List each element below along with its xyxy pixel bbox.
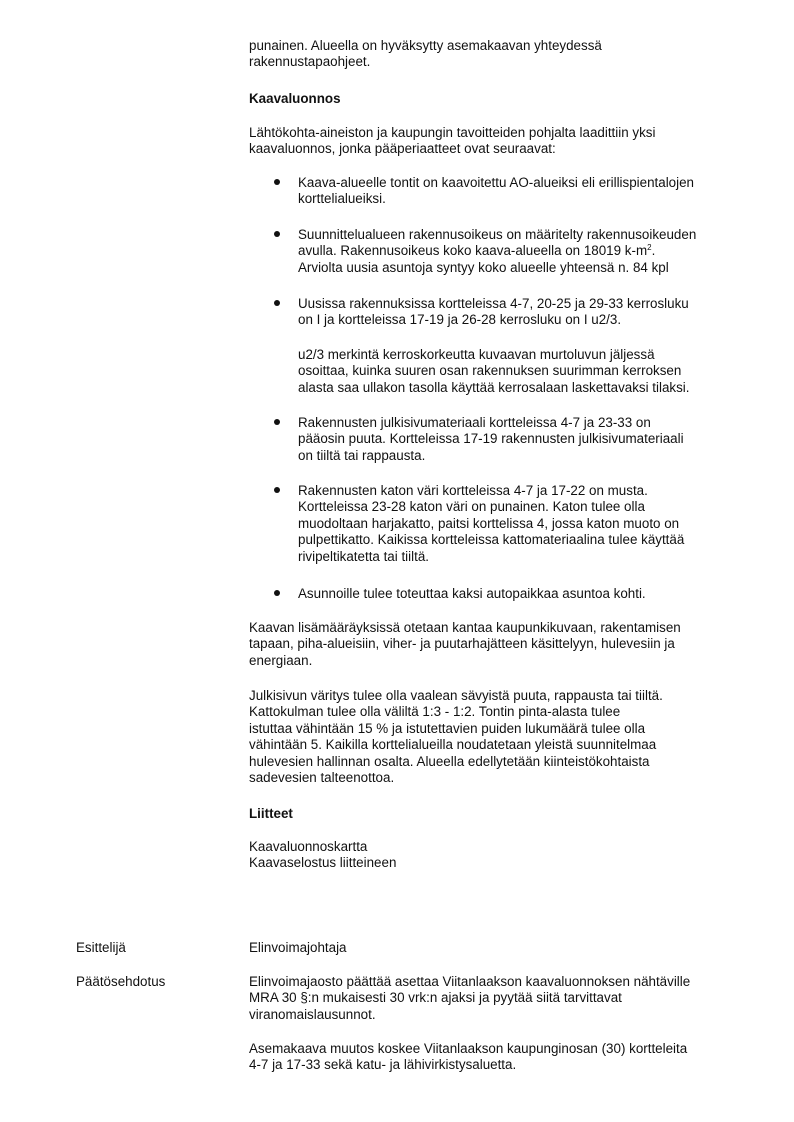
text-line <box>298 243 739 259</box>
bullet-item-5 <box>249 483 739 565</box>
bullet-item-3 <box>249 296 739 329</box>
text-line: sadevesien talteenottoa. <box>249 770 395 786</box>
text-span: . <box>651 243 656 259</box>
text-line: viranomaislausunnot. <box>249 1006 376 1022</box>
attachment-item: Kaavaselostus liitteineen <box>249 855 397 871</box>
text-line: Elinvoimajaosto päättää asettaa Viitanlaakson kaavaluonnoksen nähtäville <box>249 974 691 989</box>
text-line: Lähtökohta-aineiston ja kaupungin tavoitteiden pohjalta laadittiin yksi <box>249 125 656 140</box>
bullet-icon <box>274 590 280 596</box>
bullet-item-1 <box>249 175 739 208</box>
text-line: korttelialueiksi. <box>298 191 386 207</box>
text-line: kaavaluonnos, jonka pääperiaatteet ovat seuraavat: <box>249 141 556 157</box>
text-line: Kaava-alueelle tontit on kaavoitettu AO-alueiksi eli erillispientalojen <box>298 175 694 190</box>
text-line: Arviolta uusia asuntoja syntyy koko alueelle yhteensä n. 84 kpl <box>298 259 669 275</box>
text-line: Julkisivun väritys tulee olla vaalean sävyistä puuta, rappausta tai tiiltä. <box>249 688 663 703</box>
text-line: MRA 30 §:n mukaisesti 30 vrk:n ajaksi ja pyytää siitä tarvittavat <box>249 990 622 1006</box>
bullet-item-6 <box>249 586 739 602</box>
asemakaava-paragraph <box>249 1041 739 1074</box>
text-line: Suunnittelualueen rakennusoikeus on määritelty rakennusoikeuden <box>298 227 697 242</box>
esittelija-label: Esittelijä <box>76 940 126 955</box>
text-line: punainen. Alueella on hyväksytty asemakaavan yhteydessä <box>249 38 602 53</box>
liitteet-heading: Liitteet <box>249 806 293 821</box>
bullet-icon <box>274 419 280 425</box>
lisamaaraykset-paragraph <box>249 620 739 669</box>
text-line: Asemakaava muutos koskee Viitanlaakson kaupunginosan (30) kortteleita <box>249 1041 688 1056</box>
text-line: pulpettikatto. Kaikissa kortteleissa kattomateriaalina tulee käyttää <box>298 532 685 548</box>
text-line: Kattokulman tulee olla väliltä 1:3 - 1:2. Tontin pinta-alasta tulee <box>249 704 621 720</box>
text-line: Kaavan lisämääräyksissä otetaan kantaa kaupunkikuvaan, rakentamisen <box>249 620 681 635</box>
bullet-note <box>249 347 739 396</box>
text-span: avulla. Rakennusoikeus koko kaava-alueella on 18019 k-m <box>298 243 648 259</box>
superscript: 2 <box>647 243 652 253</box>
text-line: hulevesien hallinnan osalta. Alueella edellytetään kiinteistökohtaista <box>249 753 650 769</box>
julkisivu-paragraph <box>249 688 739 786</box>
bullet-item-2 <box>249 227 739 276</box>
text-line: 4-7 ja 17-33 sekä katu- ja lähivirkistysaluetta. <box>249 1057 517 1073</box>
text-line: Rakennusten katon väri kortteleissa 4-7 ja 17-22 on musta. <box>298 483 648 498</box>
bullet-icon <box>274 179 280 185</box>
text-line: on I ja kortteleissa 17-19 ja 26-28 kerrosluku on I u2/3. <box>298 312 622 328</box>
text-line: energiaan. <box>249 652 313 668</box>
paatosehdotus-label: Päätösehdotus <box>76 974 166 989</box>
bullet-item-4 <box>249 415 739 464</box>
paatosehdotus-paragraph <box>249 974 739 1023</box>
intro-paragraph <box>249 38 739 71</box>
text-line: Kortteleissa 23-28 katon väri on punainen. Katon tulee olla <box>298 499 645 515</box>
kaavaluonnos-heading: Kaavaluonnos <box>249 91 341 106</box>
text-line: Uusissa rakennuksissa kortteleissa 4-7, 20-25 ja 29-33 kerrosluku <box>298 296 689 311</box>
esittelija-value: Elinvoimajohtaja <box>249 940 347 955</box>
attachment-item: Kaavaluonnoskartta <box>249 839 368 854</box>
text-line: on tiiltä tai rappausta. <box>298 447 426 463</box>
kaavaluonnos-intro <box>249 125 739 158</box>
text-line: tapaan, piha-alueisiin, viher- ja puutarhajätteen käsittelyyn, hulevesiin ja <box>249 636 675 652</box>
text-line: pääosin puuta. Kortteleissa 17-19 rakennusten julkisivumateriaali <box>298 431 684 447</box>
text-line: muodoltaan harjakatto, paitsi korttelissa 4, jossa katon muoto on <box>298 515 680 531</box>
text-line: rivipeltikatetta tai tiiltä. <box>298 548 429 564</box>
text-line: rakennustapaohjeet. <box>249 54 371 70</box>
bullet-icon <box>274 231 280 237</box>
text-line: Rakennusten julkisivumateriaali kortteleissa 4-7 ja 23-33 on <box>298 415 651 430</box>
bullet-icon <box>274 300 280 306</box>
text-line: vähintään 5. Kaikilla korttelialueilla noudatetaan yleistä suunnitelmaa <box>249 737 657 753</box>
bullet-icon <box>274 487 280 493</box>
text-line: istuttaa vähintään 15 % ja istutettavien puiden lukumäärä tulee olla <box>249 720 646 736</box>
text-line: alasta saa ullakon tasolla käyttää kerrosalaan laskettavaksi tilaksi. <box>298 379 690 395</box>
liitteet-list <box>249 839 739 872</box>
text-line: u2/3 merkintä kerroskorkeutta kuvaavan murtoluvun jäljessä <box>298 347 655 362</box>
text-line: osoittaa, kuinka suuren osan rakennuksen suurimman kerroksen <box>298 363 682 379</box>
text-line: Asunnoille tulee toteuttaa kaksi autopaikkaa asuntoa kohti. <box>298 586 646 601</box>
